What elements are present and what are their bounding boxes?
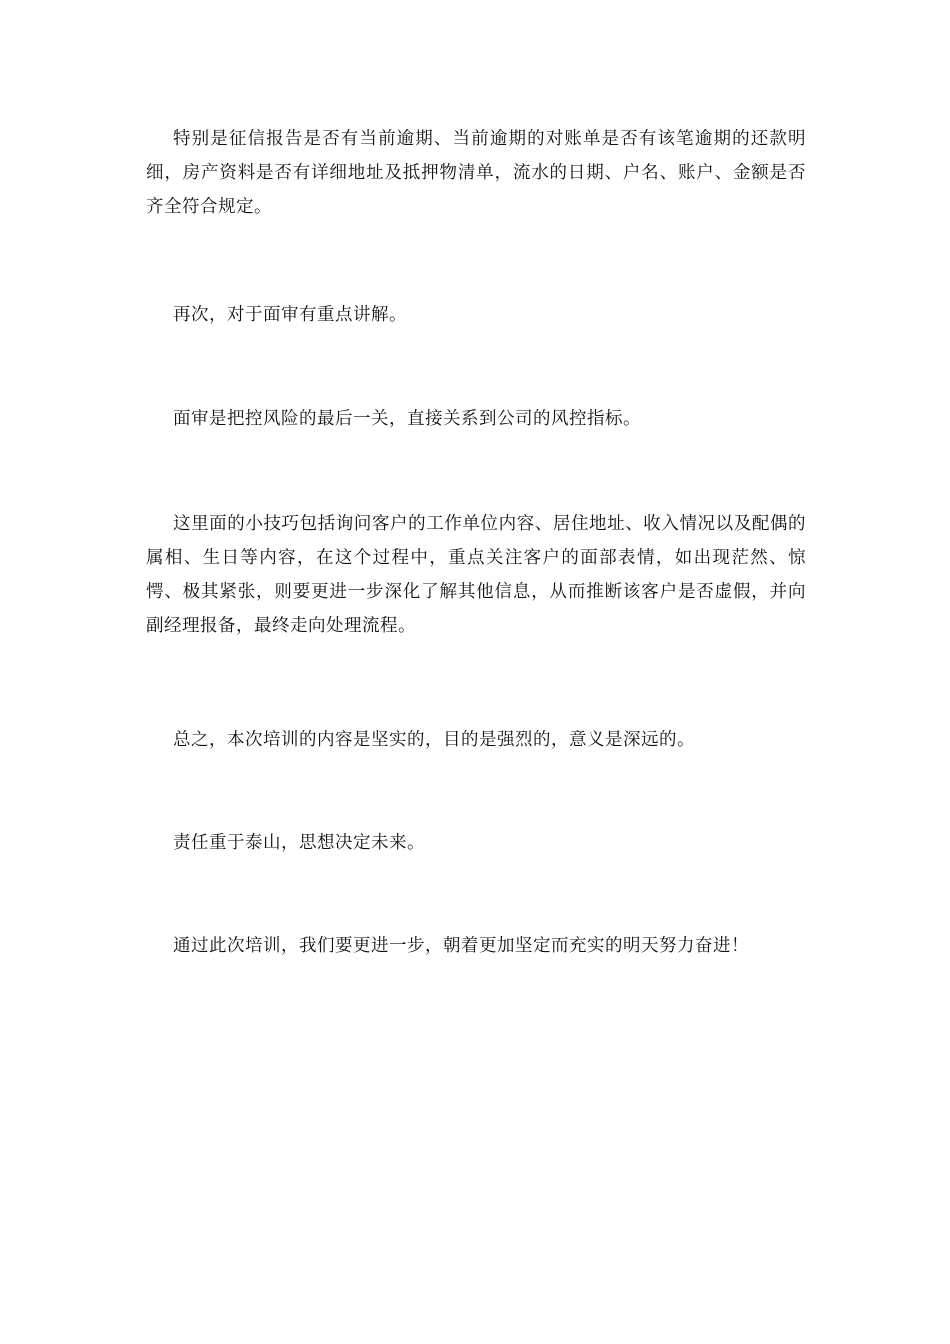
paragraph-credit-report-check: 特别是征信报告是否有当前逾期、当前逾期的对账单是否有该笔逾期的还款明细，房产资料是否有详细地址及抵押物清单，流水的日期、户名、账户、金额是否齐全符合规定。 <box>146 129 806 217</box>
paragraph-summary: 总之，本次培训的内容是坚实的，目的是强烈的，意义是深远的。 <box>173 730 695 750</box>
paragraph-closing: 通过此次培训，我们要更进一步，朝着更加坚定而充实的明天努力奋进！ <box>173 936 749 956</box>
paragraph-responsibility: 责任重于泰山，思想决定未来。 <box>173 833 425 853</box>
paragraph-interview-techniques: 这里面的小技巧包括询问客户的工作单位内容、居住地址、收入情况以及配偶的属相、生日等内容，在这个过程中，重点关注客户的面部表情，如出现茫然、惊愕、极其紧张，则要更进一步深化了解其他信息，从而推断该客户是否虚假，并向副经理报备，最终走向处理流程。 <box>146 514 806 636</box>
paragraph-interview-focus: 再次，对于面审有重点讲解。 <box>173 305 407 325</box>
paragraph-interview-importance: 面审是把控风险的最后一关，直接关系到公司的风控指标。 <box>173 409 641 429</box>
